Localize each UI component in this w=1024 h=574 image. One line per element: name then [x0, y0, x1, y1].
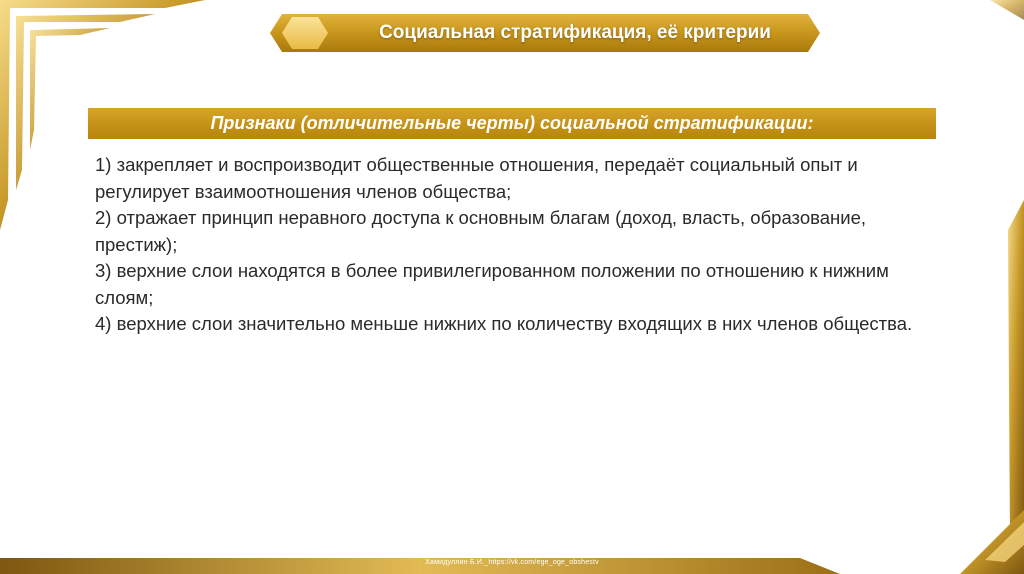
subheader-bar [88, 108, 936, 139]
list-item: 1) закрепляет и воспроизводит общественные отношения, передаёт социальный опыт и регулирует взаимоотношения членов общества; [95, 154, 858, 202]
criteria-list [95, 152, 935, 338]
slide-title: Социальная стратификация, её критерии [379, 22, 771, 43]
subheader-text: Признаки (отличительные черты) социальной стратификации: [210, 113, 814, 133]
list-item: 3) верхние слои находятся в более привилегированном положении по отношению к нижним слоям; [95, 260, 889, 308]
list-item: 4) верхние слои значительно меньше нижних по количеству входящих в них членов общества. [95, 313, 913, 334]
footer-credit: Хамидуллин Б.И._https://vk.com/ege_oge_obshestv [425, 559, 599, 566]
title-banner [270, 12, 820, 54]
list-item: 2) отражает принцип неравного доступа к основным благам (доход, власть, образование, престиж); [95, 207, 867, 255]
